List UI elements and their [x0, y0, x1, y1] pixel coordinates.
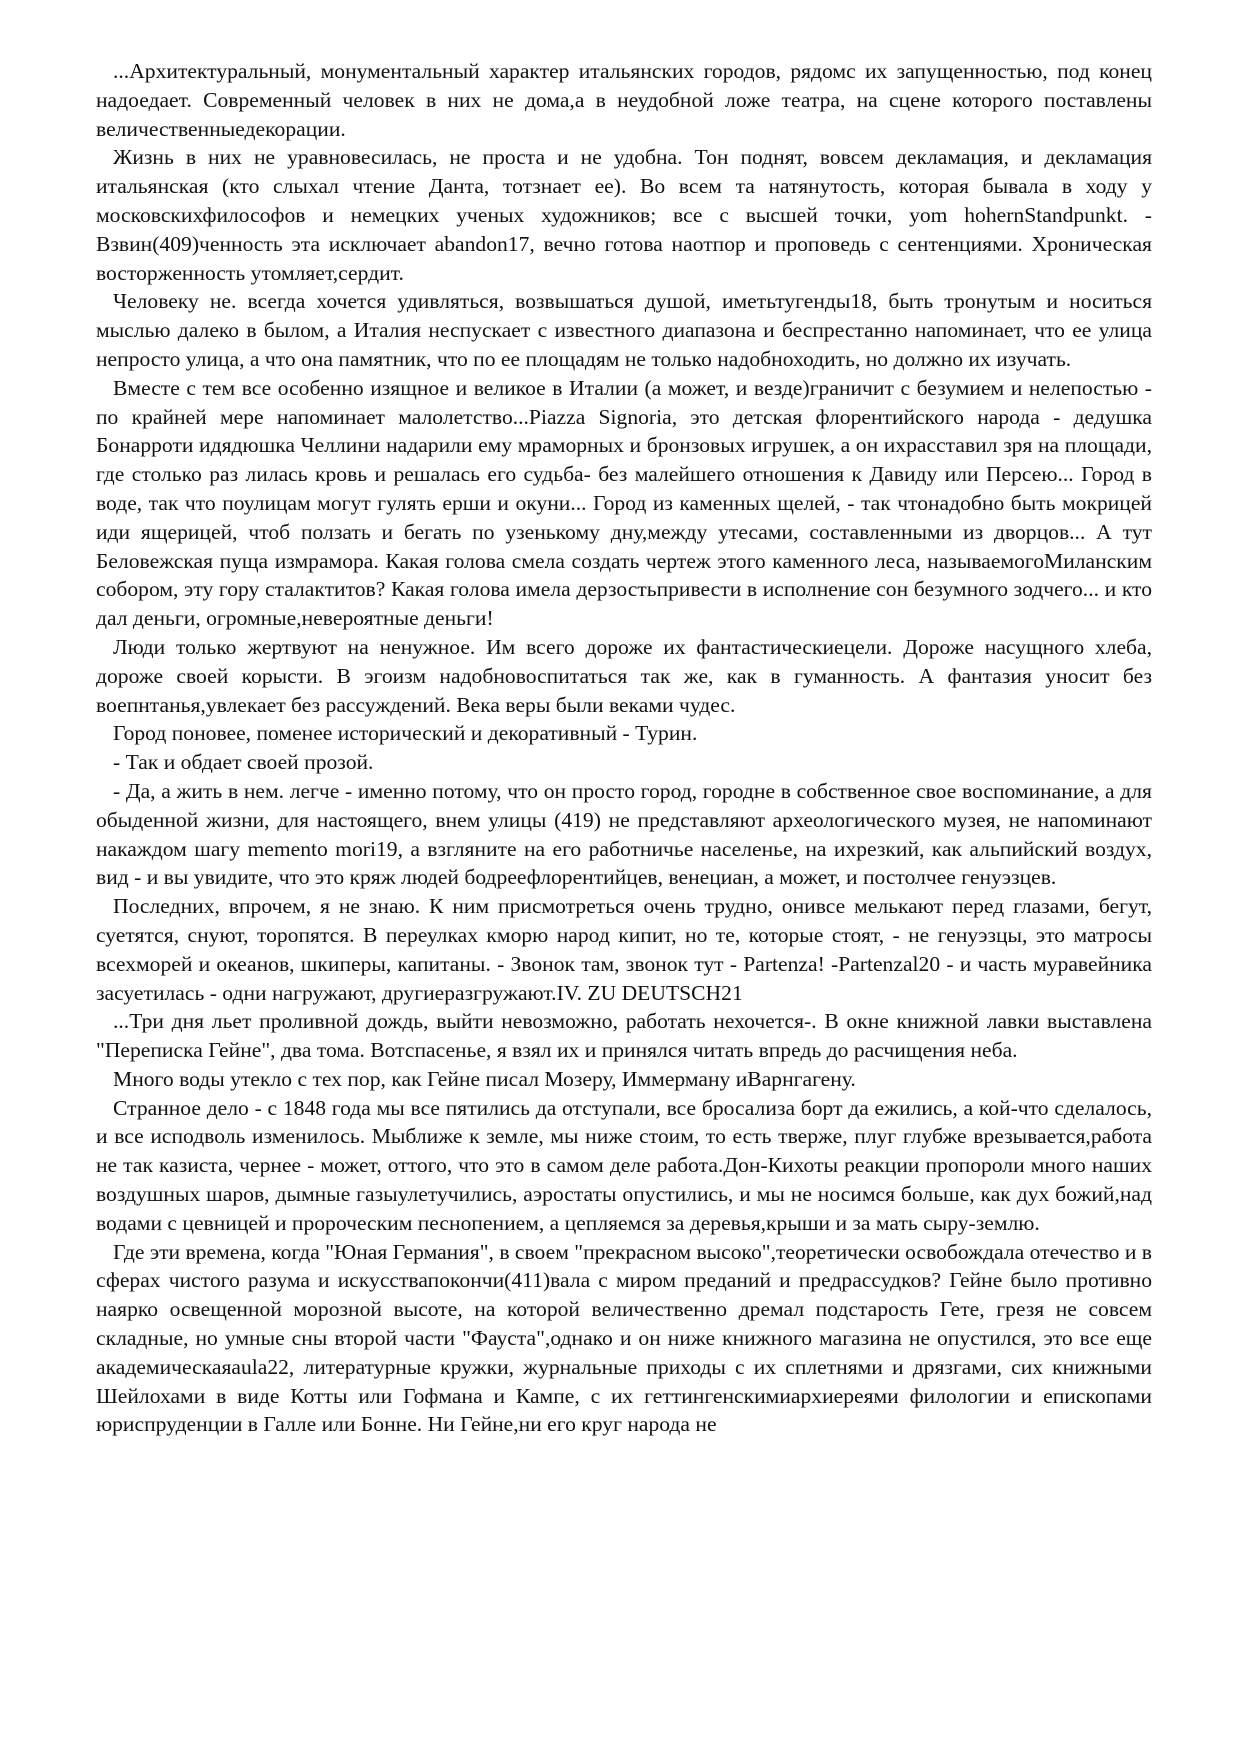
paragraph-3: Человеку не. всегда хочется удивляться, возвышаться душой, иметьтугенды18, быть тронутым и носиться мыслью далеко в былом, а Италия неспускает с известного диапазона и беспрестанно напоминает, что ее улица непросто улица, а что она памятник, что по ее площадям не только надобноходить, но должно их изучать.: [96, 289, 1152, 371]
paragraph-8: - Да, а жить в нем. легче - именно потому, что он просто город, городне в собственное свое воспоминание, а для обыденной жизни, для настоящего, внем улицы (419) не представляют археологического музея, не напоминают накаждом шагу memento mori19, а взгляните на его работничье населенье, на ихрезкий, как альпийский воздух, вид - и вы увидите, что это кряж людей бодреефлорентийцев, венециан, а может, и постолчее генуэзцев.: [96, 778, 1152, 890]
paragraph-2: Жизнь в них не уравновесилась, не проста и не удобна. Тон поднят, вовсем декламация, и декламация итальянская (кто слыхал чтение Данта, тотзнает ее). Во всем та натянутость, которая бывала в ходу у московскихфилософов и немецких ученых художников; все с высшей точки, yom hohernStandpunkt. - Взвин(409)ченность эта исключает abandon17, вечно готова наотпор и проповедь с сентенциями. Хроническая восторженность утомляет,сердит.: [96, 145, 1152, 285]
paragraph-10: ...Три дня льет проливной дождь, выйти невозможно, работать нехочется-. В окне книжной лавки выставлена "Переписка Гейне", два тома. Вотспасенье, я взял их и принялся читать впредь до расчищения неба.: [96, 1009, 1152, 1063]
paragraph-12: Странное дело - с 1848 года мы все пятились да отступали, все бросализа борт да ежились, а кой-что сделалось, и все исподволь изменилось. Мыближе к земле, мы ниже стоим, то есть тверже, плуг глубже врезывается,работа не так казиста, чернее - может, оттого, что это в самом деле работа.Дон-Кихоты реакции пропороли много наших воздушных шаров, дымные газыулетучились, аэростаты опустились, и мы не носимся больше, как дух божий,над водами с цевницей и пророческим песнопением, а цепляемся за деревья,крыши и за мать сыру-землю.: [96, 1095, 1152, 1235]
paragraph-5: Люди только жертвуют на ненужное. Им всего дороже их фантастическиецели. Дороже насущного хлеба, дороже своей корысти. В эгоизм надобновоспитаться так же, как в гуманность. А фантазия уносит без воепнтанья,увлекает без рассуждений. Века веры были веками чудес.: [96, 634, 1152, 717]
paragraph-11: Много воды утекло с тех пор, как Гейне писал Мозеру, Иммерману иВарнгагену.: [113, 1066, 856, 1091]
paragraph-1: ...Архитектуральный, монументальный характер итальянских городов, рядомс их запущенностью, под конец надоедает. Современный человек в них не дома,а в неудобной ложе театра, на сцене которого поставлены величественныедекорации.: [96, 59, 1152, 141]
document-page: [96, 57, 1152, 1439]
paragraph-9: Последних, впрочем, я не знаю. К ним присмотреться очень трудно, онивсе мелькают перед глазами, бегут, суетятся, снуют, торопятся. В переулках кморю народ кипит, но те, которые стоят, - не генуэзцы, это матросы всехморей и океанов, шкиперы, капитаны. - Звонок там, звонок тут - Partenza! -Partenzal20 - и часть муравейника засуетилась - одни нагружают, другиеразгружают.IV. ZU DEUTSCH21: [96, 894, 1152, 1005]
paragraph-6: Город поновее, поменее исторический и декоративный - Турин.: [113, 721, 698, 746]
paragraph-4: Вместе с тем все особенно изящное и великое в Италии (а может, и везде)граничит с безумием и нелепостью - по крайней мере напоминает малолетство...Piazza Signoria, это детская флорентийского народа - дедушка Бонарроти идядюшка Челлини надарили ему мраморных и бронзовых игрушек, а он ихрасставил зря на площади, где столько раз лилась кровь и решалась его судьба- без малейшего отношения к Давиду или Персею... Город в воде, так что поулицам могут гулять ерши и окуни... Город из каменных щелей, - так чтонадобно быть мокрицей иди ящерицей, чтоб ползать и бегать по узенькому дну,между утесами, составленными из дворцов... А тут Беловежская пуща измрамора. Какая голова смела создать чертеж этого каменного леса, называемогоМиланским собором, эту гору сталактитов? Какая голова имела дерзостьпривести в исполнение сон безумного зодчего... и кто дал деньги, огромные,невероятные деньги!: [96, 375, 1152, 631]
paragraph-7: - Так и обдает своей прозой.: [113, 750, 374, 775]
paragraph-13: Где эти времена, когда "Юная Германия", в своем "прекрасном высоко",теоретически освобождала отечество и в сферах чистого разума и искусствапокончи(411)вала с миром преданий и предрассудков? Гейне было противно наярко освещенной морозной высоте, на которой величественно дремал подстарость Гете, грезя не совсем складные, но умные сны второй части "Фауста",однако и он ниже книжного магазина не опустился, это все еще академическаяaula22, литературные кружки, журнальные приходы с их сплетнями и дрязгами, сих книжными Шейлохами в виде Котты или Гофмана и Кампе, с их геттингенскимиархиереями филологии и епископами юриспруденции в Галле или Бонне. Ни Гейне,ни его круг народа не: [96, 1239, 1153, 1437]
